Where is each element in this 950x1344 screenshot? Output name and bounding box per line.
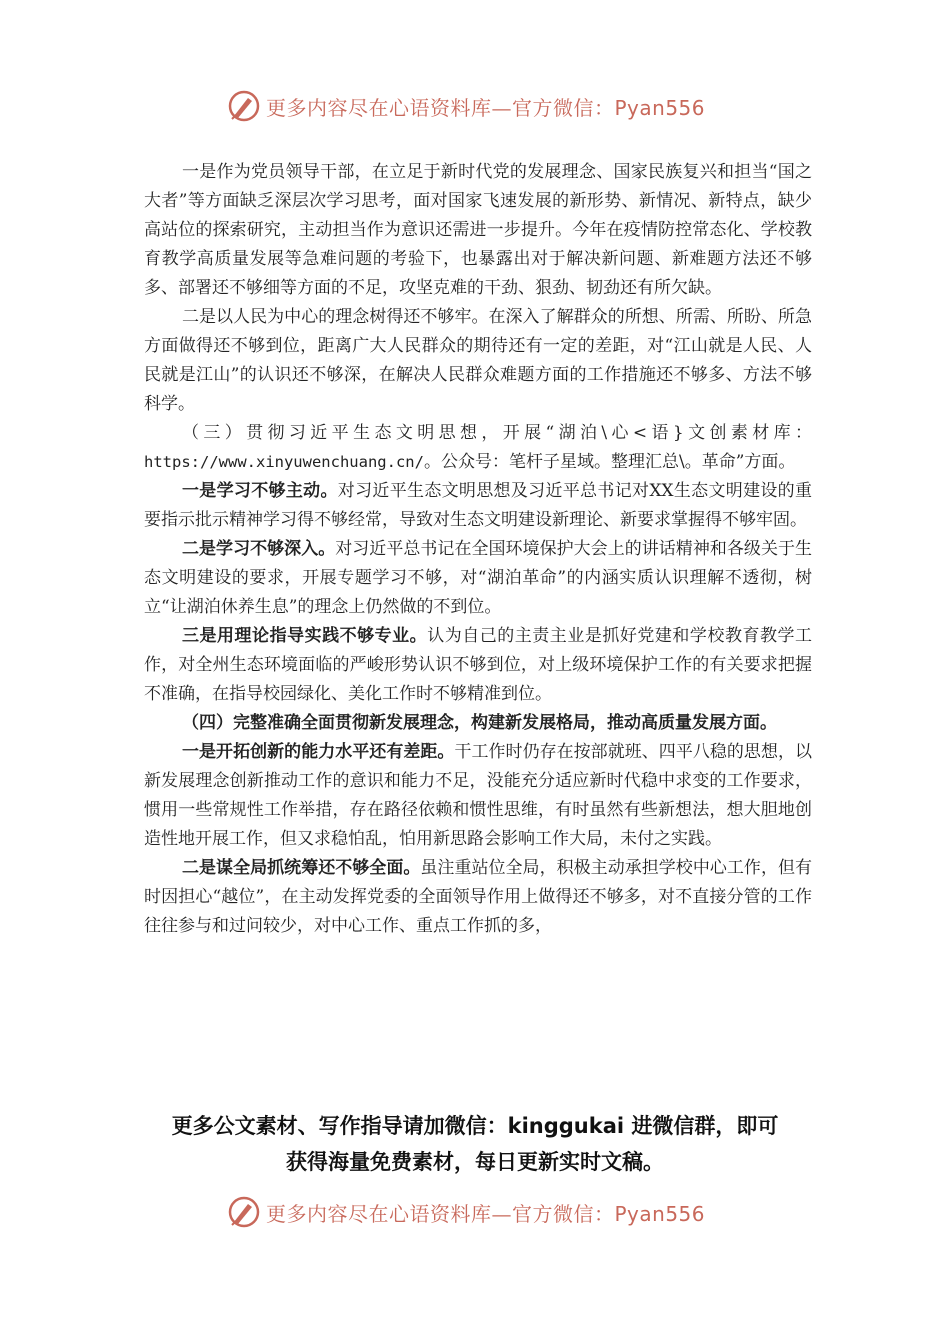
watermark-bottom — [0, 1190, 950, 1234]
document-body — [144, 158, 812, 941]
paragraph-8: 一是开拓创新的能力水平还有差距。干工作时仍存在按部就班、四平八稳的思想，以新发展理念创新推动工作的意识和能力不足，没能充分适应新时代稳中求变的工作要求，惯用一些常规性工作举措，存在路径依赖和惯性思维，有时虽然有些新想法，想大胆地创造性地开展工作，但又求稳怕乱，怕用新思路会影响工作大局，未付之实践。 — [144, 742, 813, 849]
promo-line-1: 更多公文素材、写作指导请加微信：kinggukai 进微信群，即可 — [171, 1114, 779, 1138]
promo-banner — [0, 1108, 950, 1180]
paragraph-2: 二是以人民为中心的理念树得还不够牢。在深入了解群众的所想、所需、所盼、所急方面做得还不够到位，距离广大人民群众的期待还有一定的差距，对“江山就是人民、人民就是江山”的认识还不够深，在解决人民群众难题方面的工作措施还不够多、方法不够科学。 — [144, 307, 812, 414]
paragraph-9: 二是谋全局抓统筹还不够全面。虽注重站位全局，积极主动承担学校中心工作，但有时因担心“越位”，在主动发挥党委的全面领导作用上做得还不够多，对不直接分管的工作往往参与和过问较少，对中心工作、重点工作抓的多， — [144, 858, 813, 936]
website-url: https://www.xinyuwenchuang.cn/ — [144, 453, 424, 471]
paragraph-4: 一是学习不够主动。对习近平生态文明思想及习近平总书记对XX生态文明建设的重要指示批示精神学习得不够经常，导致对生态文明建设新理论、新要求掌握得不够牢固。 — [144, 481, 812, 530]
section-heading-4: （四）完整准确全面贯彻新发展理念，构建新发展格局，推动高质量发展方面。 — [182, 713, 777, 733]
watermark-top — [0, 84, 950, 128]
paragraph-6: 三是用理论指导实践不够专业。认为自己的主责主业是抓好党建和学校教育教学工作，对全州生态环境面临的严峻形势认识不够到位，对上级环境保护工作的有关要求把握不准确，在指导校园绿化、美化工作时不够精准到位。 — [144, 626, 813, 704]
promo-line-2: 获得海量免费素材，每日更新实时文稿。 — [286, 1150, 664, 1174]
pen-logo-icon — [226, 88, 262, 124]
watermark-text: 更多内容尽在心语资料库—官方微信：Pyan556 — [266, 96, 706, 120]
watermark-text: 更多内容尽在心语资料库—官方微信：Pyan556 — [266, 1202, 706, 1226]
pen-logo-icon — [226, 1194, 262, 1230]
paragraph-5: 二是学习不够深入。对习近平总书记在全国环境保护大会上的讲话精神和各级关于生态文明建设的要求，开展专题学习不够，对“湖泊革命”的内涵实质认识理解不透彻，树立“让湖泊休养生息”的理念上仍然做的不到位。 — [144, 539, 812, 617]
paragraph-1: 一是作为党员领导干部，在立足于新时代党的发展理念、国家民族复兴和担当“国之大者”等方面缺乏深层次学习思考，面对国家飞速发展的新形势、新情况、新特点，缺少高站位的探索研究，主动担当作为意识还需进一步提升。今年在疫情防控常态化、学校教育教学高质量发展等急难问题的考验下，也暴露出对于解决新问题、新难题方法还不够多、部署还不够细等方面的不足，攻坚克难的干劲、狠劲、韧劲还有所欠缺。 — [144, 162, 812, 298]
paragraph-3: （三）贯彻习近平生态文明思想，开展“湖泊\心<语}文创素材库：https://www.xinyuwenchuang.cn/。公众号：笔杆子星域。整理汇总\。革命”方面。 — [144, 423, 812, 472]
